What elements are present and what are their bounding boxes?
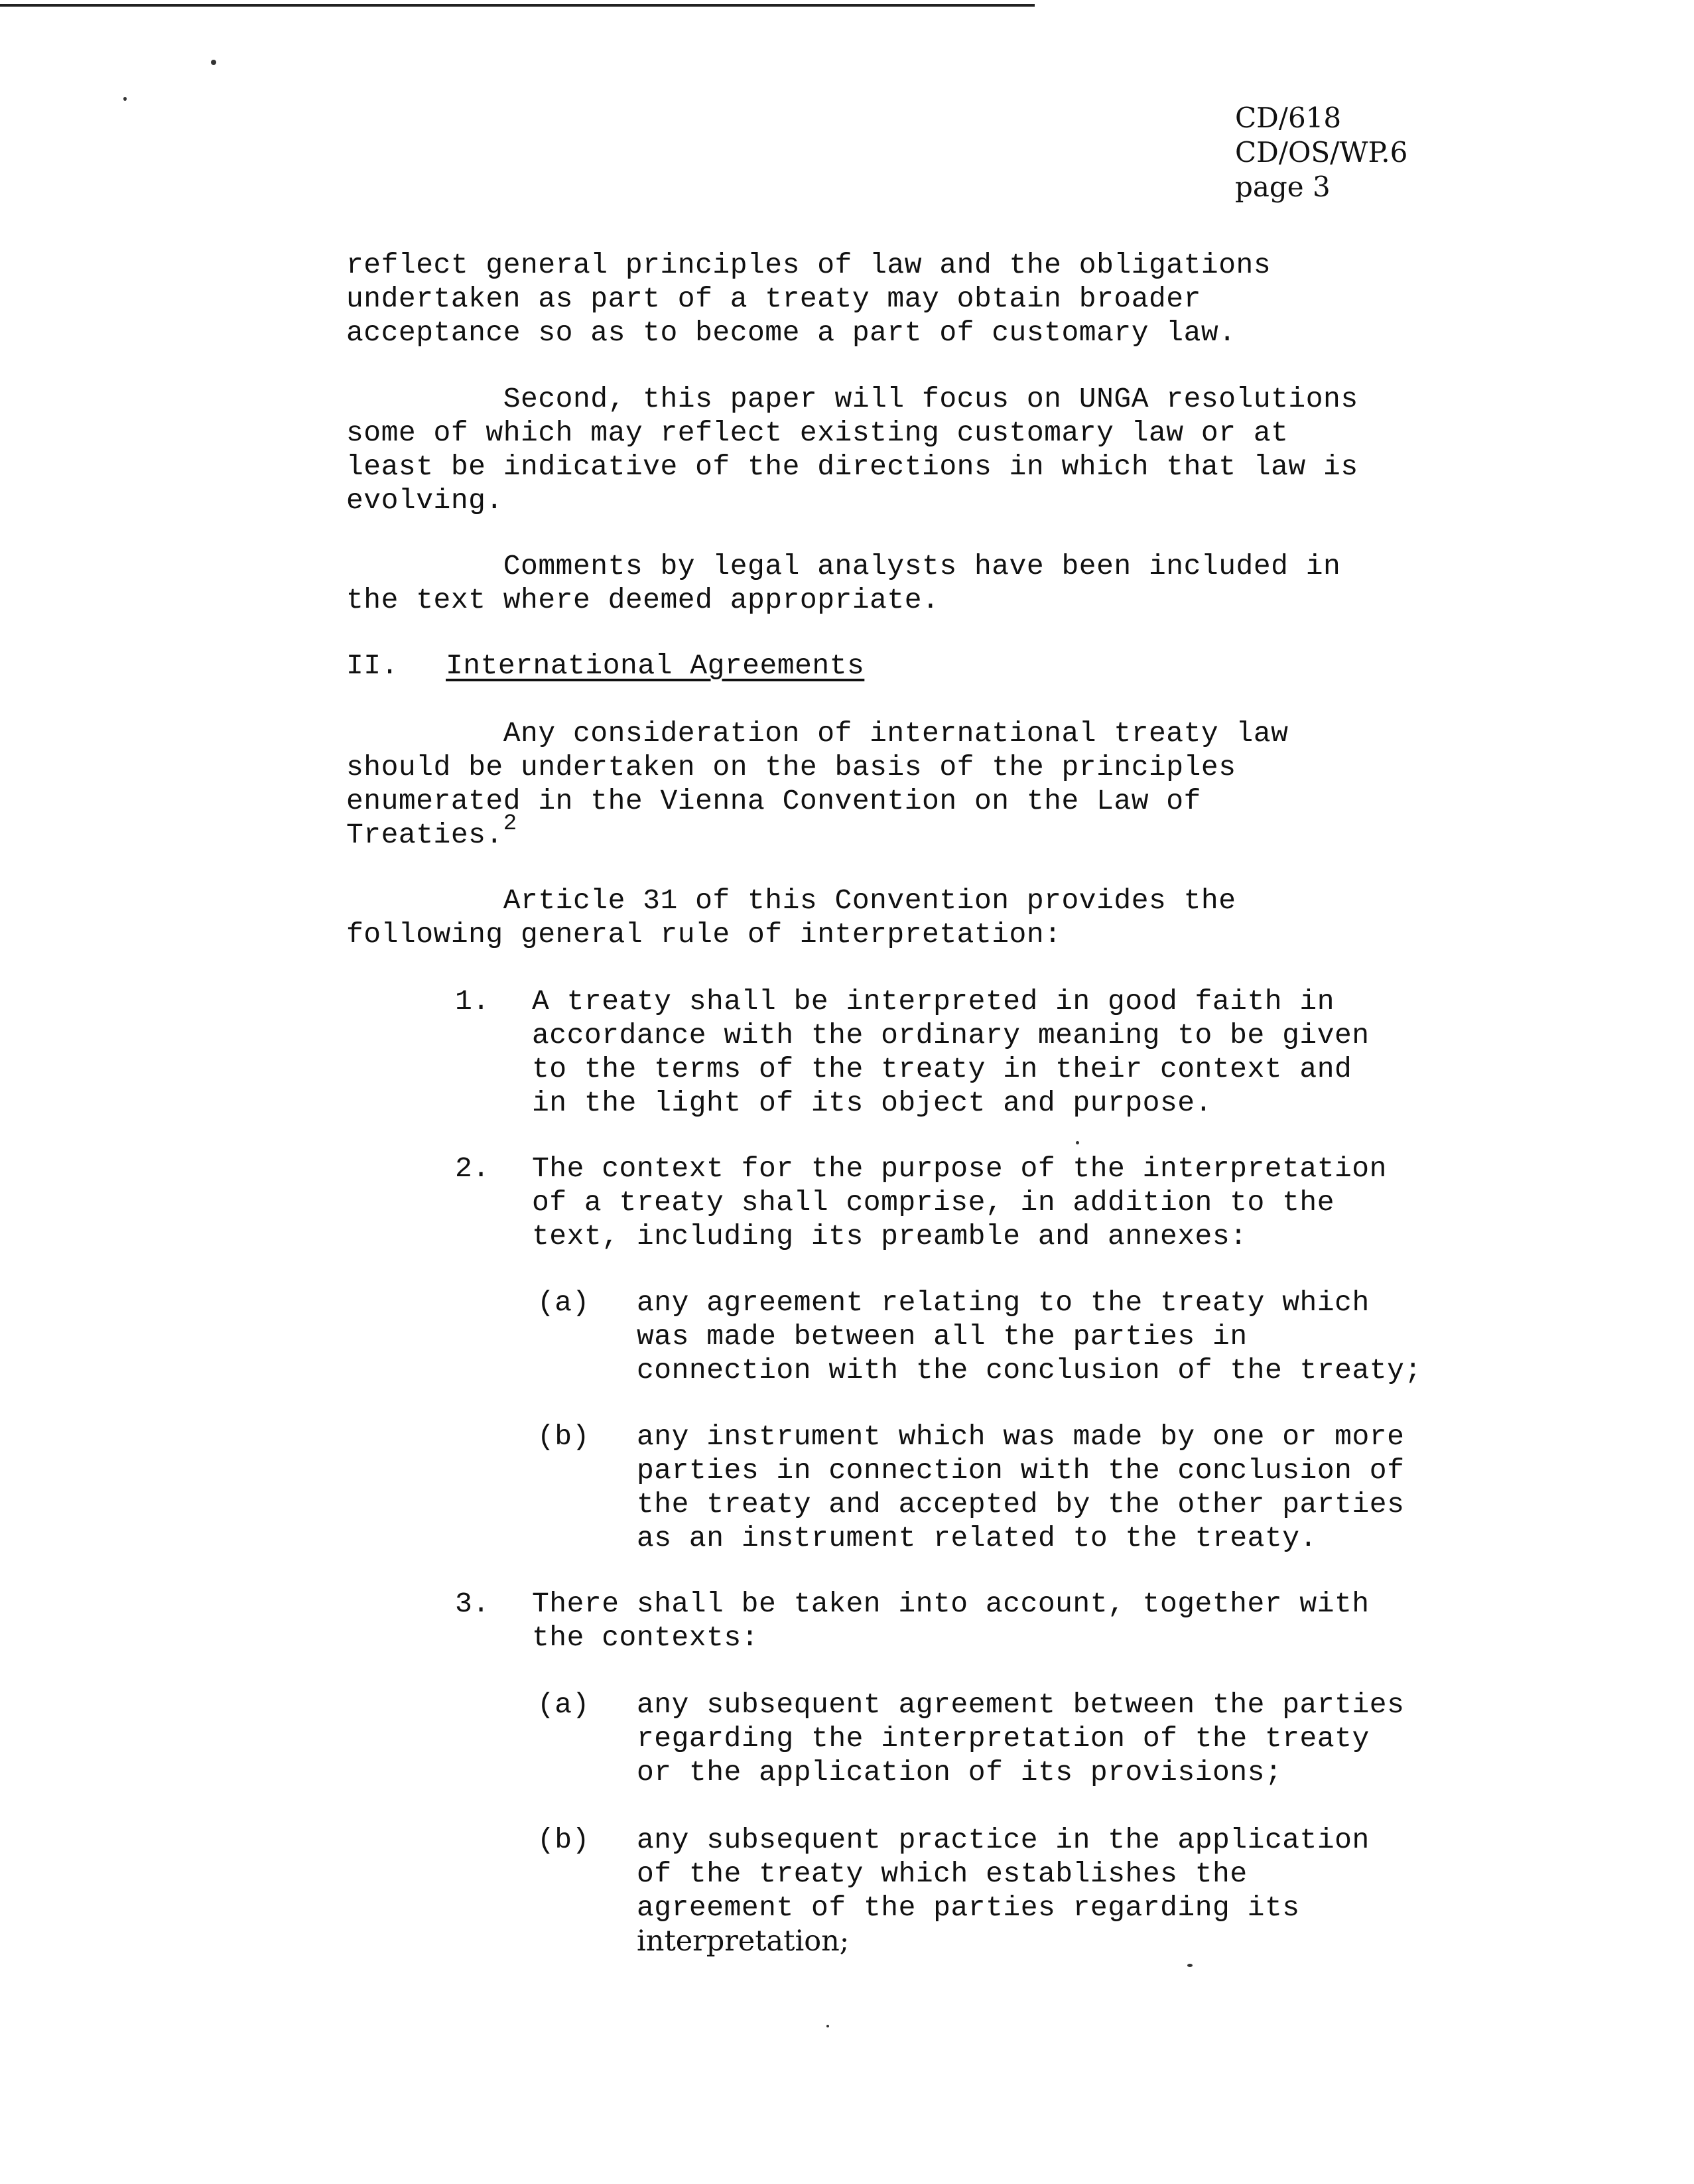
scan-top-rule bbox=[0, 4, 1035, 7]
section-title: International Agreements bbox=[446, 649, 865, 682]
sub-list-item bbox=[537, 1286, 1422, 1387]
section-number: II. bbox=[346, 649, 399, 682]
sub-list-item-text: any instrument which was made by one or more parties in connection with the conclusion of the treaty and accepted by the other parties as an instrument related to the treaty. bbox=[637, 1420, 1405, 1554]
sub-list-item-text: any agreement relating to the treaty which was made between all the parties in connection with the conclusion of the treaty; bbox=[637, 1286, 1422, 1387]
list-item bbox=[455, 1587, 1370, 1688]
section-heading bbox=[346, 649, 864, 683]
sub-list-item bbox=[537, 1420, 1405, 1554]
list-item-text: A treaty shall be interpreted in good faith in accordance with the ordinary meaning to be given to the terms of the treaty in their context and in the light of its object and purpose. bbox=[532, 985, 1370, 1119]
list-item bbox=[455, 985, 1370, 1119]
scan-speck bbox=[211, 60, 216, 65]
sub-list-item-last-line: interpretation; bbox=[637, 1925, 850, 1958]
sub-list-item bbox=[537, 1823, 1370, 1958]
list-item-number: 3. bbox=[455, 1588, 490, 1620]
paragraph-unga-focus: Second, this paper will focus on UNGA resolutions some of which may reflect existing customary law or at least be indicative of the directions in which that law is evolving. bbox=[346, 383, 1358, 517]
list-item-number: 1. bbox=[455, 985, 490, 1018]
sub-list-item-letter: (b) bbox=[537, 1420, 590, 1453]
document-reference bbox=[1235, 101, 1407, 204]
sub-list-item-letter: (b) bbox=[537, 1824, 590, 1856]
footnote-marker: 2 bbox=[503, 811, 517, 837]
scan-speck bbox=[123, 97, 127, 101]
paragraph-legal-comments: Comments by legal analysts have been included in the text where deemed appropriate. bbox=[346, 550, 1341, 616]
paragraph-vienna-convention bbox=[346, 717, 1288, 852]
list-item-text: There shall be taken into account, together with the contexts: bbox=[532, 1588, 1370, 1654]
paragraph-continuation: reflect general principles of law and the obligations undertaken as part of a treaty may obtain broader acceptance so as to become a part of customary law. bbox=[346, 249, 1271, 349]
sub-list-item-text: any subsequent agreement between the parties regarding the interpretation of the treaty or the application of its provisions; bbox=[637, 1688, 1405, 1789]
sub-list-item-lines: any subsequent practice in the application of the treaty which establishes the agreement of the parties regarding its bbox=[637, 1824, 1370, 1924]
scan-speck bbox=[1076, 1141, 1079, 1144]
sub-list-item-letter: (a) bbox=[537, 1688, 590, 1721]
paragraph-vienna-text: Any consideration of international treaty law should be undertaken on the basis of the principles enumerated in the Vienna Convention on the Law of Treaties. bbox=[346, 717, 1289, 851]
list-item-text: The context for the purpose of the interpretation of a treaty shall comprise, in addition to the text, including its preamble and annexes: bbox=[532, 1152, 1387, 1253]
sub-list-item-text bbox=[637, 1823, 1370, 1960]
sub-list-item bbox=[537, 1688, 1405, 1789]
ref-symbol-line: CD/618 bbox=[1235, 102, 1342, 134]
page-number: page 3 bbox=[1235, 171, 1331, 203]
ref-working-paper-line: CD/OS/WP.6 bbox=[1235, 136, 1408, 169]
sub-list-item-letter: (a) bbox=[537, 1286, 590, 1319]
scan-speck bbox=[1187, 1964, 1193, 1967]
paragraph-article-31: Article 31 of this Convention provides the following general rule of interpretation: bbox=[346, 884, 1236, 951]
list-item-number: 2. bbox=[455, 1152, 490, 1185]
list-item bbox=[455, 1152, 1387, 1253]
scan-speck bbox=[826, 2025, 829, 2027]
